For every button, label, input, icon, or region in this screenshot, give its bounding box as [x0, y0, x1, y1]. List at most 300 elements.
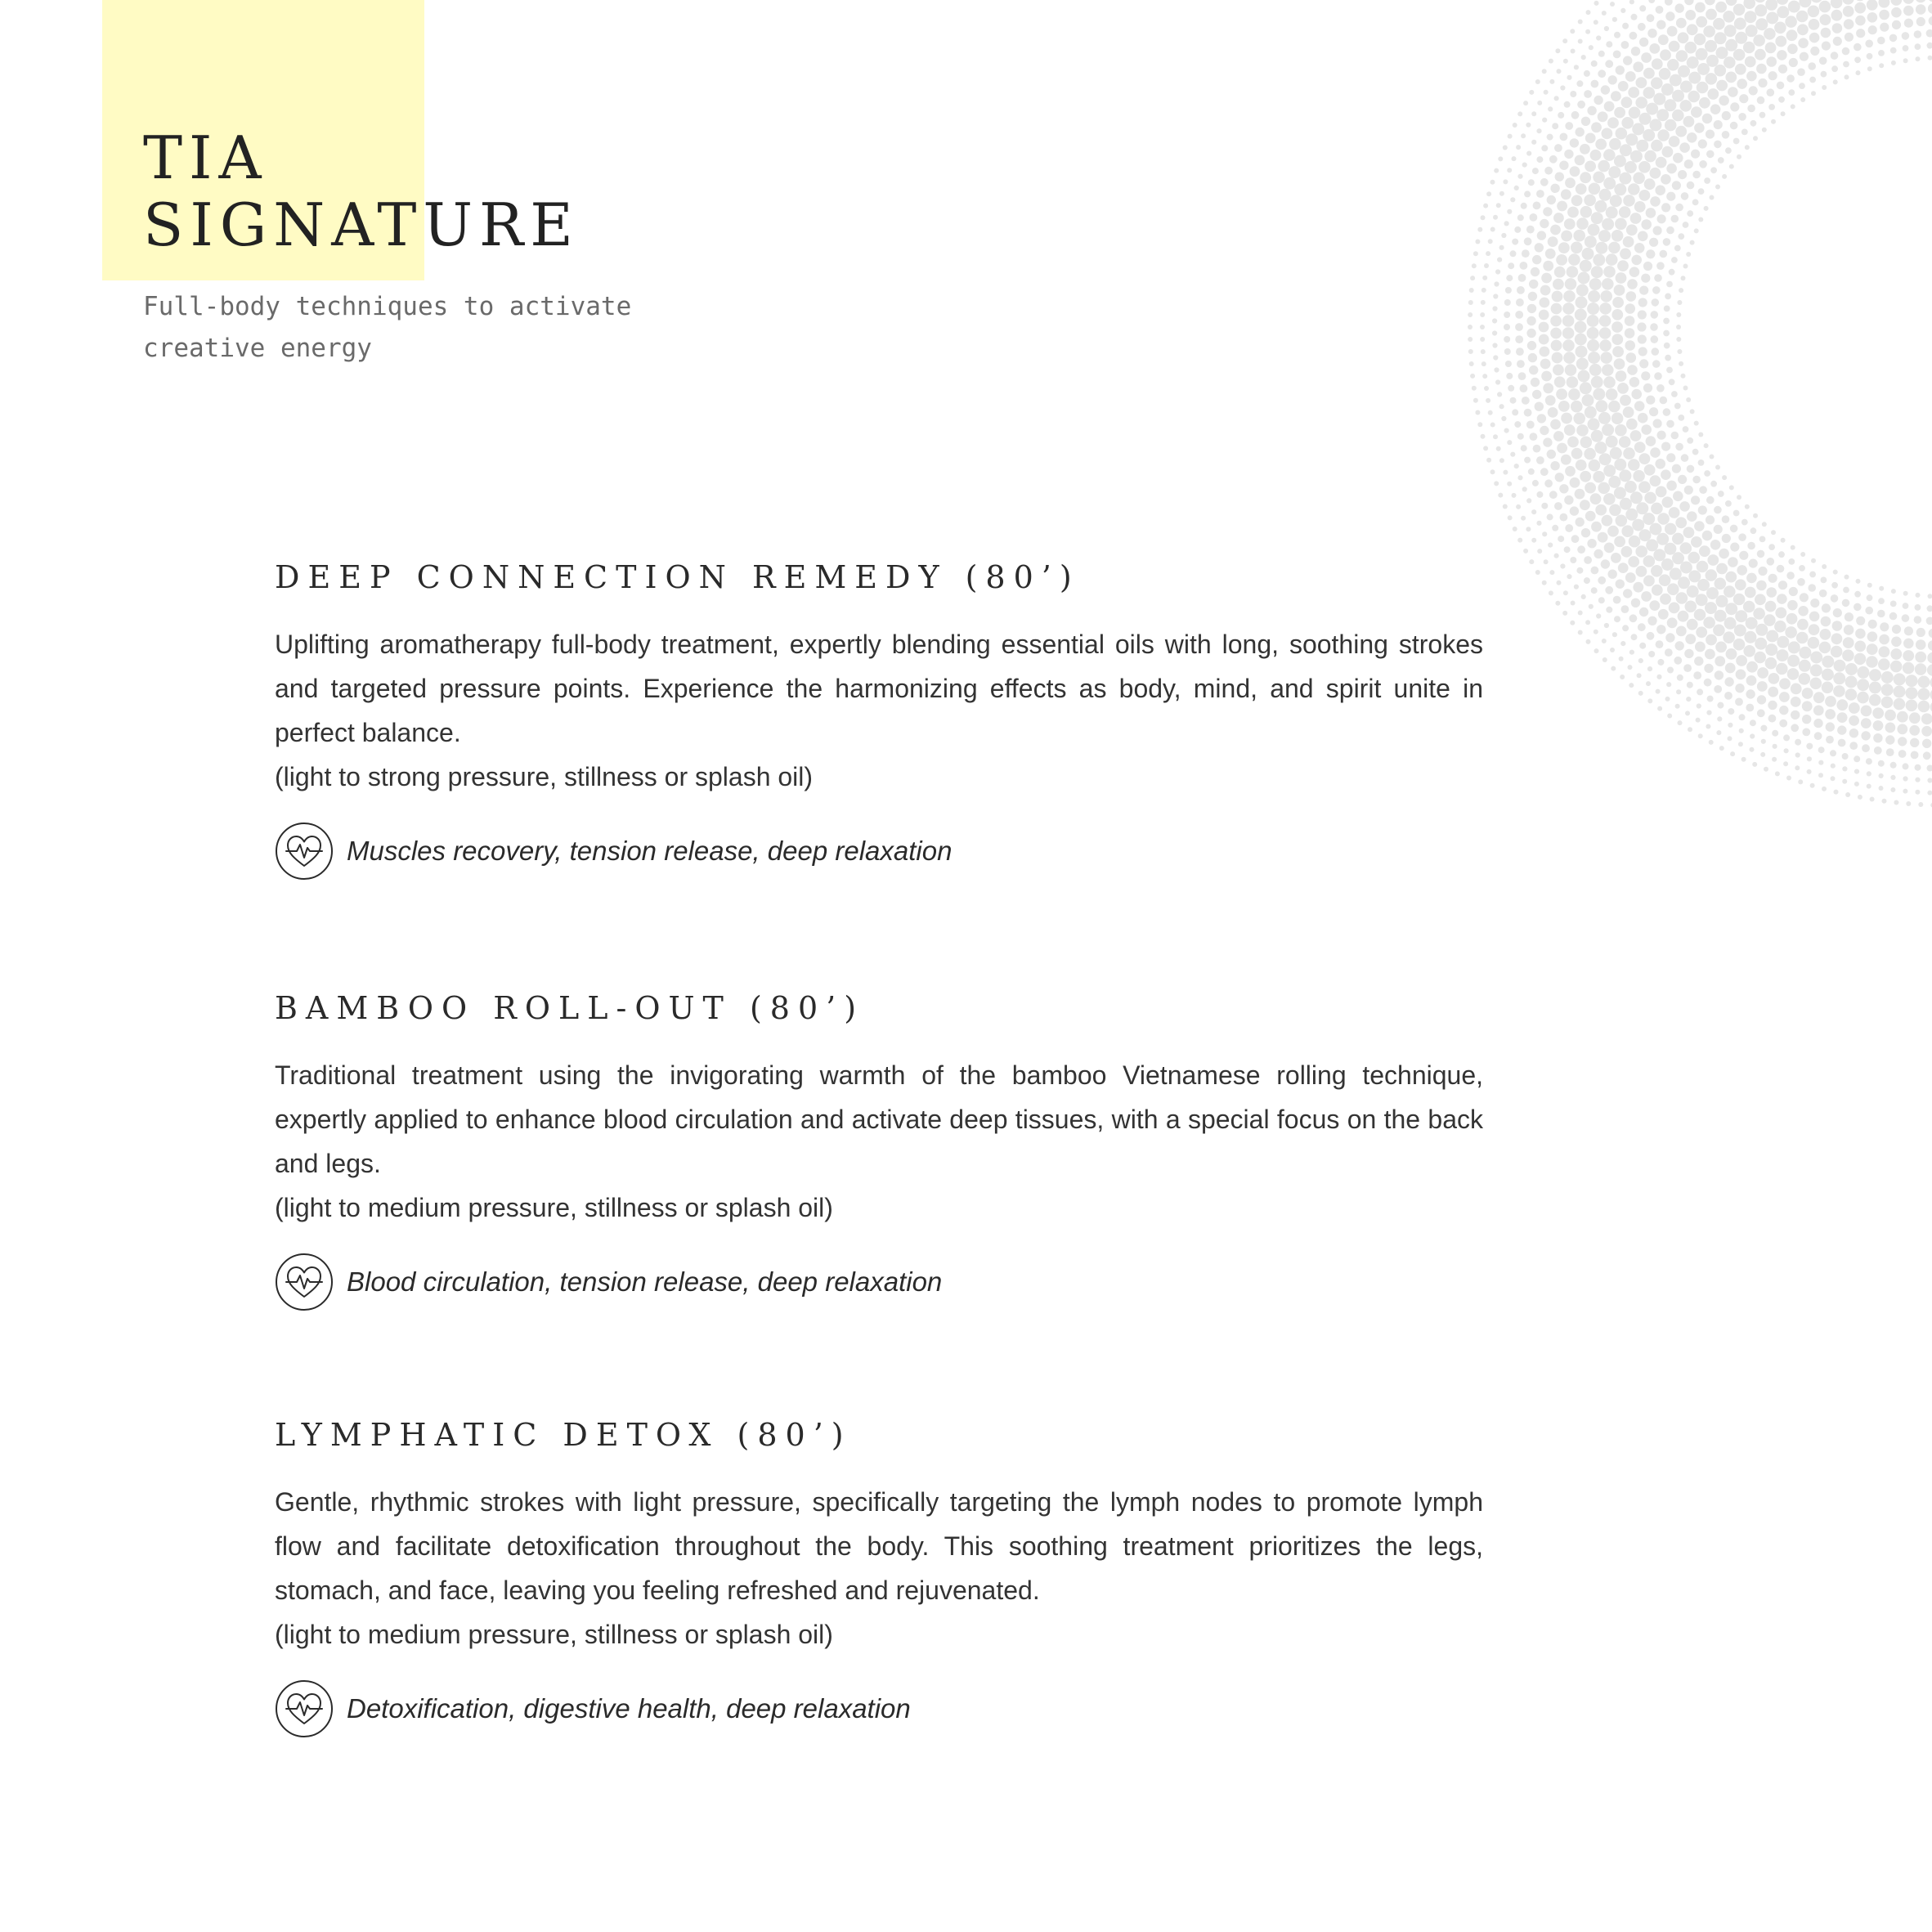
decorative-dot: [1779, 706, 1788, 715]
page-title-line-1: TIA: [143, 123, 268, 192]
decorative-dot: [1710, 104, 1721, 114]
decorative-dot: [1915, 778, 1920, 782]
decorative-dot: [1735, 684, 1744, 693]
decorative-dot: [1627, 279, 1638, 289]
decorative-dot: [1916, 17, 1925, 26]
decorative-dot: [1609, 138, 1621, 150]
decorative-dot: [1591, 61, 1598, 67]
decorative-dot: [1585, 161, 1596, 173]
decorative-dot: [1536, 491, 1543, 498]
decorative-dot: [1795, 765, 1800, 770]
decorative-dot: [1484, 386, 1489, 391]
page-subtitle: Full-body techniques to activate creative energy: [143, 292, 632, 363]
decorative-dot: [1733, 49, 1746, 61]
decorative-dot: [1627, 365, 1638, 375]
decorative-dot: [1517, 433, 1524, 440]
decorative-dot: [1647, 29, 1656, 38]
decorative-dot: [1849, 715, 1859, 726]
decorative-dot: [1578, 272, 1590, 285]
decorative-dot: [1879, 0, 1890, 8]
decorative-dot: [1767, 558, 1775, 566]
decorative-dot: [1501, 233, 1506, 238]
decorative-dot: [1784, 748, 1789, 753]
decorative-dot: [1490, 469, 1495, 474]
decorative-dot: [1830, 750, 1836, 756]
decorative-dot: [1656, 157, 1667, 168]
decorative-dot: [1695, 642, 1706, 652]
decorative-dot: [1675, 443, 1683, 451]
decorative-dot: [1610, 648, 1615, 652]
decorative-dot: [1540, 347, 1550, 357]
decorative-dot: [1503, 146, 1508, 150]
decorative-dot: [1598, 51, 1605, 57]
decorative-dot: [1915, 790, 1920, 795]
decorative-dot: [1638, 161, 1651, 173]
decorative-dot: [1490, 423, 1495, 428]
decorative-dot: [1524, 409, 1532, 417]
decorative-dot: [1625, 133, 1638, 146]
decorative-dot: [1855, 629, 1866, 639]
decorative-dot: [1483, 204, 1488, 208]
decorative-dot: [1593, 253, 1605, 266]
decorative-dot: [1670, 567, 1682, 580]
decorative-dot: [1822, 682, 1834, 694]
decorative-dot: [1646, 208, 1656, 218]
decorative-dot: [1800, 593, 1809, 602]
decorative-dot: [1588, 352, 1600, 364]
decorative-dot: [1582, 394, 1594, 406]
decorative-dot: [1687, 182, 1695, 190]
decorative-dot: [1637, 322, 1646, 331]
decorative-dot: [1889, 34, 1898, 43]
decorative-dot: [1666, 453, 1675, 462]
decorative-dot: [1891, 637, 1902, 648]
decorative-dot: [1580, 172, 1591, 183]
decorative-dot: [1567, 376, 1579, 388]
decorative-dot: [1737, 495, 1741, 500]
decorative-dot: [1561, 189, 1571, 199]
decorative-dot: [1810, 652, 1822, 664]
decorative-dot: [1715, 578, 1727, 590]
decorative-dot: [1891, 61, 1896, 65]
decorative-dot: [1567, 266, 1579, 278]
decorative-dot: [1603, 657, 1607, 662]
decorative-dot: [1665, 697, 1670, 702]
decorative-dot: [1766, 587, 1777, 598]
decorative-dot: [1609, 504, 1621, 517]
decorative-dot: [1602, 11, 1607, 16]
decorative-dot: [1641, 274, 1650, 283]
decorative-dot: [1521, 133, 1526, 138]
decorative-dot: [1643, 87, 1656, 99]
decorative-dot: [1625, 572, 1636, 583]
decorative-dot: [1547, 195, 1556, 204]
decorative-dot: [1602, 364, 1614, 376]
decorative-dot: [1831, 646, 1843, 658]
decorative-dot: [1499, 191, 1504, 196]
decorative-dot: [1571, 401, 1583, 413]
decorative-dot: [1514, 186, 1519, 191]
decorative-dot: [1555, 173, 1564, 182]
decorative-dot: [1548, 543, 1553, 548]
decorative-dot: [1690, 240, 1695, 245]
decorative-dot: [1510, 197, 1515, 202]
decorative-dot: [1468, 300, 1473, 305]
decorative-dot: [1614, 358, 1625, 370]
decorative-dot: [1757, 667, 1768, 679]
decorative-dot: [1513, 527, 1517, 531]
decorative-dot: [1619, 436, 1631, 448]
decorative-dot: [1594, 442, 1607, 454]
decorative-dot: [1595, 400, 1607, 412]
decorative-dot: [1688, 72, 1701, 84]
decorative-dot: [1570, 621, 1575, 625]
decorative-dot: [1599, 339, 1611, 352]
decorative-dot: [1715, 185, 1720, 190]
decorative-dot: [1638, 658, 1643, 663]
decorative-dot: [1789, 587, 1798, 596]
decorative-dot: [1672, 90, 1684, 102]
decorative-dot: [1586, 639, 1591, 644]
decorative-dot: [1575, 155, 1585, 166]
decorative-dot: [1715, 465, 1720, 470]
decorative-dot: [1870, 797, 1875, 802]
decorative-dot: [1577, 101, 1585, 109]
decorative-dot: [1612, 17, 1617, 22]
decorative-dot: [1889, 612, 1898, 621]
decorative-dot: [1691, 495, 1700, 504]
decorative-dot: [1683, 222, 1689, 228]
decorative-dot: [1531, 267, 1540, 276]
decorative-dot: [1533, 202, 1541, 210]
decorative-dot: [1672, 552, 1684, 564]
decorative-dot: [1596, 613, 1601, 618]
decorative-dot: [1578, 630, 1583, 635]
decorative-dot: [1649, 407, 1658, 416]
decorative-dot: [1666, 281, 1673, 288]
decorative-dot: [1669, 41, 1680, 52]
decorative-dot: [1552, 291, 1563, 303]
decorative-dot: [1542, 531, 1547, 536]
decorative-dot: [1697, 703, 1701, 708]
decorative-dot: [1580, 500, 1590, 510]
decorative-dot: [1724, 677, 1733, 686]
decorative-dot: [1629, 650, 1634, 655]
decorative-dot: [1481, 300, 1486, 305]
decorative-dot: [1545, 395, 1556, 406]
decorative-dot: [1561, 231, 1572, 242]
decorative-dot: [1813, 719, 1822, 728]
decorative-dot: [1497, 392, 1502, 397]
decorative-dot: [1549, 155, 1558, 164]
decorative-dot: [1585, 482, 1596, 494]
decorative-dot: [1652, 286, 1661, 294]
decorative-dot: [1715, 670, 1724, 679]
decorative-dot: [1676, 325, 1681, 329]
decorative-dot: [1722, 131, 1730, 139]
decorative-dot: [1807, 756, 1812, 761]
decorative-dot: [1810, 598, 1819, 607]
decorative-dot: [1621, 96, 1633, 108]
decorative-dot: [1650, 196, 1661, 207]
decorative-dot: [1749, 86, 1758, 95]
decorative-dot: [1904, 626, 1913, 635]
decorative-dot: [1673, 491, 1683, 502]
decorative-dot: [1531, 378, 1540, 387]
decorative-dot: [1475, 240, 1480, 244]
decorative-dot: [1854, 755, 1860, 762]
decorative-dot: [1683, 116, 1695, 128]
decorative-dot: [1619, 206, 1631, 218]
decorative-dot: [1653, 93, 1665, 105]
decorative-dot: [1554, 554, 1559, 558]
decorative-dot: [1845, 74, 1849, 79]
decorative-dot: [1714, 141, 1722, 149]
decorative-dot: [1565, 278, 1577, 290]
decorative-dot: [1879, 10, 1889, 20]
decorative-dot: [1730, 751, 1735, 756]
decorative-dot: [1679, 142, 1690, 153]
decorative-dot: [1866, 656, 1878, 668]
decorative-dot: [1616, 515, 1628, 527]
decorative-dot: [1802, 701, 1813, 711]
decorative-dot: [1706, 55, 1719, 67]
decorative-dot: [1723, 631, 1735, 643]
decorative-dot: [1554, 267, 1566, 278]
decorative-dot: [1614, 32, 1620, 38]
decorative-dot: [1684, 486, 1693, 495]
decorative-dot: [1697, 688, 1703, 695]
decorative-dot: [1916, 628, 1925, 637]
decorative-dot: [1599, 327, 1611, 339]
decorative-dot: [1787, 655, 1800, 667]
decorative-dot: [1626, 352, 1637, 363]
decorative-dot: [1503, 504, 1508, 509]
decorative-dot: [1757, 709, 1765, 717]
decorative-dot: [1644, 464, 1656, 476]
decorative-dot: [1786, 29, 1798, 41]
decorative-dot: [1629, 683, 1634, 688]
decorative-dot: [1660, 250, 1668, 258]
decorative-dot: [1658, 609, 1669, 620]
decorative-dot: [1562, 303, 1575, 315]
decorative-dot: [1549, 79, 1554, 84]
decorative-dot: [1833, 685, 1845, 697]
treatment-title: LYMPHATIC DETOX (80’): [275, 1417, 852, 1453]
decorative-dot: [1488, 239, 1493, 244]
decorative-dot: [1767, 88, 1775, 96]
treatment-benefits-text: Muscles recovery, tension release, deep relaxation: [347, 836, 953, 866]
decorative-dot: [1715, 642, 1727, 653]
decorative-dot: [1897, 711, 1908, 723]
decorative-dot: [1512, 239, 1518, 245]
decorative-dot: [1879, 786, 1884, 791]
decorative-dot: [1576, 346, 1588, 358]
decorative-dot: [1906, 687, 1918, 699]
decorative-dot: [1599, 453, 1611, 465]
decorative-dot: [1843, 61, 1849, 68]
decorative-dot: [1739, 551, 1748, 560]
decorative-dot: [1576, 217, 1589, 230]
decorative-dot: [1758, 78, 1767, 87]
decorative-dot: [1671, 215, 1679, 223]
decorative-dot: [1704, 664, 1713, 673]
decorative-dot: [1854, 2, 1866, 14]
decorative-dot: [1630, 213, 1642, 224]
decorative-dot: [1692, 199, 1699, 206]
decorative-dot: [1696, 48, 1708, 61]
decorative-dot: [1771, 119, 1776, 124]
decorative-dot: [1470, 276, 1475, 280]
decorative-dot: [1856, 579, 1861, 584]
decorative-dot: [1687, 132, 1697, 143]
decorative-dot: [1818, 760, 1823, 765]
decorative-dot: [1710, 481, 1717, 487]
decorative-dot: [1735, 579, 1746, 590]
decorative-dot: [1585, 511, 1596, 522]
decorative-dot: [1515, 311, 1523, 319]
decorative-dot: [1545, 249, 1556, 259]
decorative-dot: [1520, 262, 1528, 270]
decorative-dot: [1746, 704, 1754, 712]
decorative-dot: [1635, 96, 1647, 109]
decorative-dot: [1576, 296, 1588, 308]
decorative-dot: [1554, 144, 1562, 152]
decorative-dot: [1867, 594, 1873, 601]
decorative-dot: [1802, 688, 1813, 699]
decorative-dot: [1625, 316, 1635, 326]
decorative-dot: [1623, 589, 1632, 598]
decorative-dot: [1714, 506, 1722, 514]
decorative-dot: [1529, 90, 1534, 95]
decorative-dot: [1746, 675, 1757, 686]
decorative-dot: [1576, 128, 1585, 137]
decorative-dot: [1663, 318, 1670, 325]
decorative-dot: [1506, 373, 1513, 379]
decorative-dot: [1878, 760, 1885, 767]
decorative-dot: [1738, 533, 1746, 541]
decorative-dot: [1678, 415, 1684, 421]
decorative-dot: [1526, 329, 1535, 338]
decorative-dot: [1677, 300, 1682, 305]
decorative-dot: [1809, 33, 1820, 43]
decorative-dot: [1643, 576, 1655, 587]
treatment-benefits-text: Blood circulation, tension release, deep relaxation: [347, 1266, 943, 1297]
decorative-dot: [1772, 757, 1777, 762]
decorative-dot: [1481, 349, 1486, 354]
decorative-dot: [1656, 625, 1665, 634]
decorative-dot: [1677, 675, 1683, 681]
decorative-dot: [1665, 355, 1671, 361]
decorative-dot: [1916, 593, 1921, 598]
decorative-dot: [1678, 611, 1689, 622]
decorative-dot: [1825, 709, 1836, 719]
decorative-dot: [1658, 34, 1669, 45]
decorative-dot: [1724, 692, 1733, 700]
decorative-dot: [1598, 69, 1606, 78]
decorative-dot: [1578, 20, 1583, 25]
decorative-dot: [1531, 140, 1536, 145]
treatment-benefits: [275, 1679, 1483, 1738]
decorative-dot: [1594, 549, 1603, 558]
decorative-dot: [1591, 587, 1598, 594]
decorative-dot: [1735, 32, 1747, 44]
decorative-dot: [1778, 551, 1785, 558]
decorative-dot: [1477, 422, 1482, 427]
decorative-dot: [1623, 195, 1635, 207]
decorative-dot: [1867, 66, 1872, 71]
decorative-dot: [1516, 298, 1524, 307]
decorative-dot: [1854, 641, 1866, 652]
decorative-dot: [1625, 161, 1637, 173]
decorative-dot: [1685, 634, 1696, 644]
decorative-dot: [1867, 0, 1878, 11]
decorative-dot: [1706, 710, 1711, 715]
decorative-dot: [1584, 195, 1596, 207]
decorative-dot: [1661, 203, 1670, 212]
decorative-dot: [1716, 730, 1721, 735]
decorative-dot: [1737, 155, 1741, 159]
decorative-dot: [1532, 255, 1541, 264]
decorative-dot: [1916, 639, 1926, 650]
decorative-dot: [1526, 316, 1535, 325]
decorative-dot: [1858, 795, 1863, 800]
decorative-dot: [1544, 559, 1549, 564]
decorative-dot: [1928, 594, 1932, 598]
decorative-dot: [1688, 570, 1701, 582]
decorative-dot: [1694, 228, 1699, 233]
decorative-dot: [1492, 330, 1497, 335]
decorative-dot: [1603, 464, 1616, 477]
decorative-dot: [1671, 432, 1679, 440]
decorative-dot: [1556, 254, 1567, 266]
decorative-dot: [1669, 379, 1675, 385]
decorative-dot: [1641, 219, 1652, 230]
decorative-dot: [1831, 65, 1838, 72]
decorative-dot: [1628, 556, 1639, 567]
decorative-dot: [1631, 634, 1638, 640]
decorative-dot: [1555, 48, 1560, 53]
decorative-dot: [1625, 340, 1635, 351]
decorative-dot: [1746, 661, 1758, 673]
decorative-dot: [1822, 787, 1827, 791]
decorative-dot: [1653, 549, 1665, 561]
decorative-dot: [1516, 504, 1521, 509]
decorative-dot: [1622, 625, 1629, 631]
decorative-dot: [1733, 510, 1740, 517]
decorative-dot: [1617, 383, 1629, 394]
decorative-dot: [1646, 539, 1658, 551]
decorative-dot: [1667, 714, 1672, 719]
decorative-dot: [1674, 657, 1682, 665]
decorative-dot: [1679, 288, 1683, 293]
decorative-dot: [1568, 253, 1580, 266]
decorative-dot: [1646, 103, 1658, 115]
decorative-dot: [1733, 138, 1740, 145]
decorative-dot: [1588, 290, 1600, 303]
decorative-dot: [1540, 359, 1551, 370]
decorative-dot: [1553, 431, 1564, 442]
decorative-dot: [1868, 25, 1877, 34]
decorative-dot: [1760, 725, 1767, 732]
decorative-dot: [1927, 664, 1932, 676]
decorative-dot: [1903, 789, 1907, 794]
decorative-dot: [1515, 335, 1523, 343]
decorative-dot: [1737, 565, 1747, 576]
decorative-dot: [1587, 539, 1596, 548]
decorative-dot: [1764, 614, 1776, 626]
decorative-dot: [1613, 596, 1621, 604]
